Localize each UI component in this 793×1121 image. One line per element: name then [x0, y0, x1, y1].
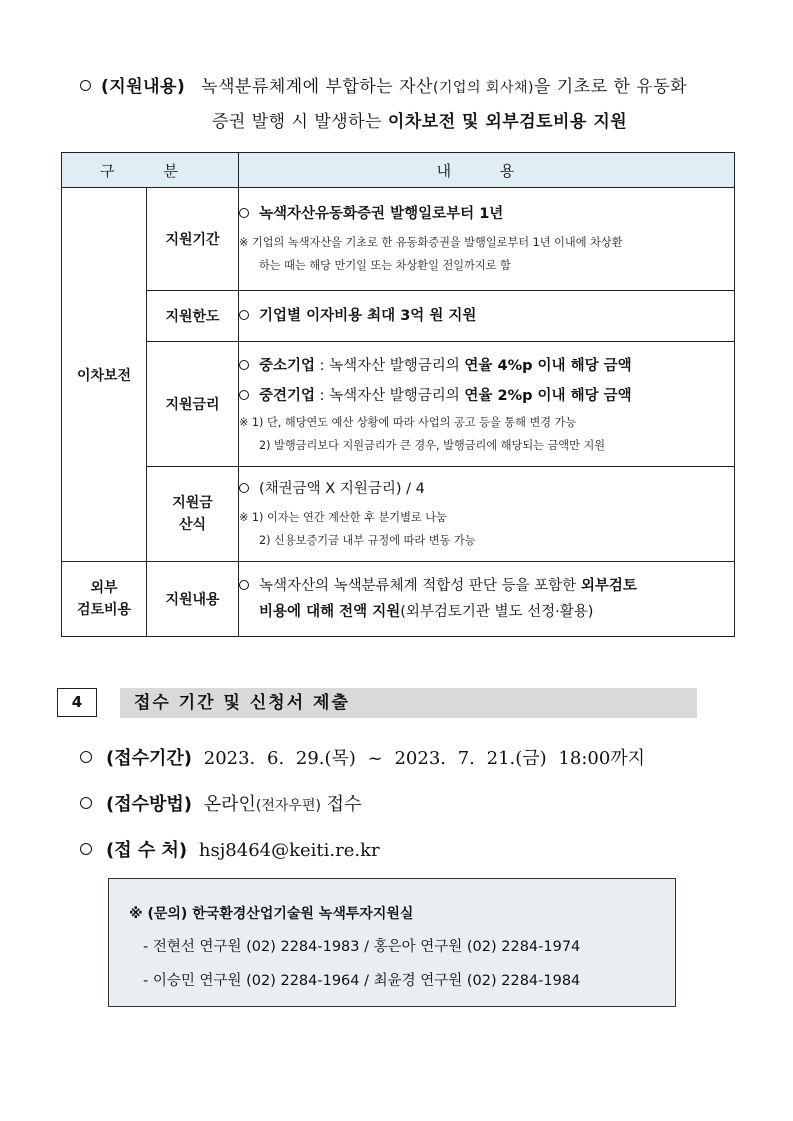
limit-main: 기업별 이자비용 최대 3억 원 지원 [259, 308, 477, 324]
intro-text: 녹색분류체계에 부합하는 자산 [201, 77, 433, 97]
label-period: 지원기간 [147, 188, 239, 291]
rate-mid-bold: 연율 2%p 이내 해당 금액 [464, 388, 632, 404]
content-limit [239, 291, 735, 342]
content-formula [239, 467, 735, 562]
content-period [239, 188, 735, 291]
label-formula-line-1: 지원금 [172, 495, 213, 511]
receipt-method-tail: 접수 [320, 794, 362, 815]
receipt-method-paren: (전자우편) [255, 798, 321, 814]
contact-line-1: - 전현선 연구원 (02) 2284-1983 / 홍은아 연구원 (02) 2284-1974 [143, 939, 581, 955]
contact-heading: ※ (문의) 한국환경산업기술원 녹색투자지원실 [129, 906, 414, 922]
receipt-place-label: (접 수 처) [106, 840, 188, 861]
intro-line2-bold: 이차보전 및 외부검토비용 지원 [387, 112, 628, 132]
review-text-1: 녹색자산의 녹색분류체계 적합성 판단 등을 포함한 [259, 578, 581, 594]
rate-sme-bold: 연율 4%p 이내 해당 금액 [464, 358, 632, 374]
bullet-circle-icon [239, 580, 249, 590]
receipt-period-value: 2023. 6. 29.(목) ~ 2023. 7. 21.(금) 18:00까지 [203, 748, 646, 769]
section-number: 4 [57, 688, 97, 717]
intro-paren: (기업의 회사채) [432, 80, 534, 96]
intro-line2-text: 증권 발행 시 발생하는 [212, 112, 388, 132]
header-category: 구 분 [62, 153, 239, 188]
formula-note-2: 2) 신용보증기금 내부 규정에 따라 변동 가능 [259, 534, 476, 547]
group-external-review [62, 562, 147, 637]
contact-box [108, 878, 676, 1007]
contact-line-2: - 이승민 연구원 (02) 2284-1964 / 최윤경 연구원 (02) 2284-1984 [143, 973, 581, 989]
section-title: 접수 기간 및 신청서 제출 [120, 688, 697, 718]
bullet-circle-icon [239, 483, 249, 493]
review-bold-2: 비용에 대해 전액 지원 [259, 604, 401, 620]
table-row-limit [62, 291, 735, 342]
rate-mid-label: 중견기업 [259, 388, 316, 404]
receipt-period-item [80, 744, 645, 770]
bullet-circle-icon [80, 751, 92, 763]
rate-sme-text: : 녹색자산 발행금리의 [315, 358, 465, 374]
table-row-rate [62, 342, 735, 467]
label-rate: 지원금리 [147, 342, 239, 467]
review-text-2: (외부검토기관 별도 선정·활용) [400, 604, 594, 620]
receipt-method-item [80, 790, 361, 816]
table-row-formula [62, 467, 735, 562]
rate-sme-label: 중소기업 [259, 358, 316, 374]
formula-main: (채권금액 X 지원금리) / 4 [259, 481, 425, 497]
label-formula-line-2: 산식 [178, 517, 207, 533]
bullet-circle-icon [239, 360, 249, 370]
rate-mid-text: : 녹색자산 발행금리의 [315, 388, 465, 404]
table-row-review [62, 562, 735, 637]
support-content-line-2 [212, 107, 627, 132]
bullet-circle-icon [239, 390, 249, 400]
formula-note-1: ※ 1) 이자는 연간 계산한 후 분기별로 나눔 [239, 511, 447, 524]
review-bold-1: 외부검토 [580, 578, 637, 594]
period-main: 녹색자산유동화증권 발행일로부터 1년 [259, 206, 504, 222]
receipt-method-value: 온라인 [203, 794, 256, 815]
receipt-period-label: (접수기간) [106, 748, 193, 769]
receipt-place-item [80, 836, 380, 862]
table-header-row [62, 153, 735, 188]
support-table [61, 152, 735, 637]
bullet-circle-icon [80, 80, 91, 91]
bullet-circle-icon [239, 310, 249, 320]
rate-note-2: 2) 발행금리보다 지원금리가 큰 경우, 발행금리에 해당되는 금액만 지원 [259, 439, 606, 452]
content-rate [239, 342, 735, 467]
label-limit: 지원한도 [147, 291, 239, 342]
bullet-circle-icon [80, 797, 92, 809]
receipt-method-label: (접수방법) [106, 794, 193, 815]
group-review-line-1: 외부 [90, 580, 118, 596]
group-interest-subsidy: 이차보전 [62, 188, 147, 562]
receipt-email[interactable]: hsj8464@keiti.re.kr [198, 840, 380, 861]
header-content: 내 용 [239, 153, 735, 188]
intro-tail: 을 기초로 한 유동화 [533, 77, 688, 97]
table-row-period [62, 188, 735, 291]
group-review-line-2: 검토비용 [76, 602, 132, 618]
period-note-2: 하는 때는 해당 만기일 또는 차상환일 전일까지로 함 [259, 259, 511, 272]
label-review: 지원내용 [147, 562, 239, 637]
content-review [239, 562, 735, 637]
period-note-1: ※ 기업의 녹색자산을 기초로 한 유동화증권을 발행일로부터 1년 이내에 차상환 [239, 236, 623, 249]
bullet-circle-icon [239, 208, 249, 218]
rate-note-1: ※ 1) 단, 해당연도 예산 상황에 따라 사업의 공고 등을 통해 변경 가능 [239, 416, 577, 429]
label-formula [147, 467, 239, 562]
support-content-label: (지원내용) [101, 77, 186, 97]
support-content-line-1 [80, 72, 687, 97]
bullet-circle-icon [80, 843, 92, 855]
